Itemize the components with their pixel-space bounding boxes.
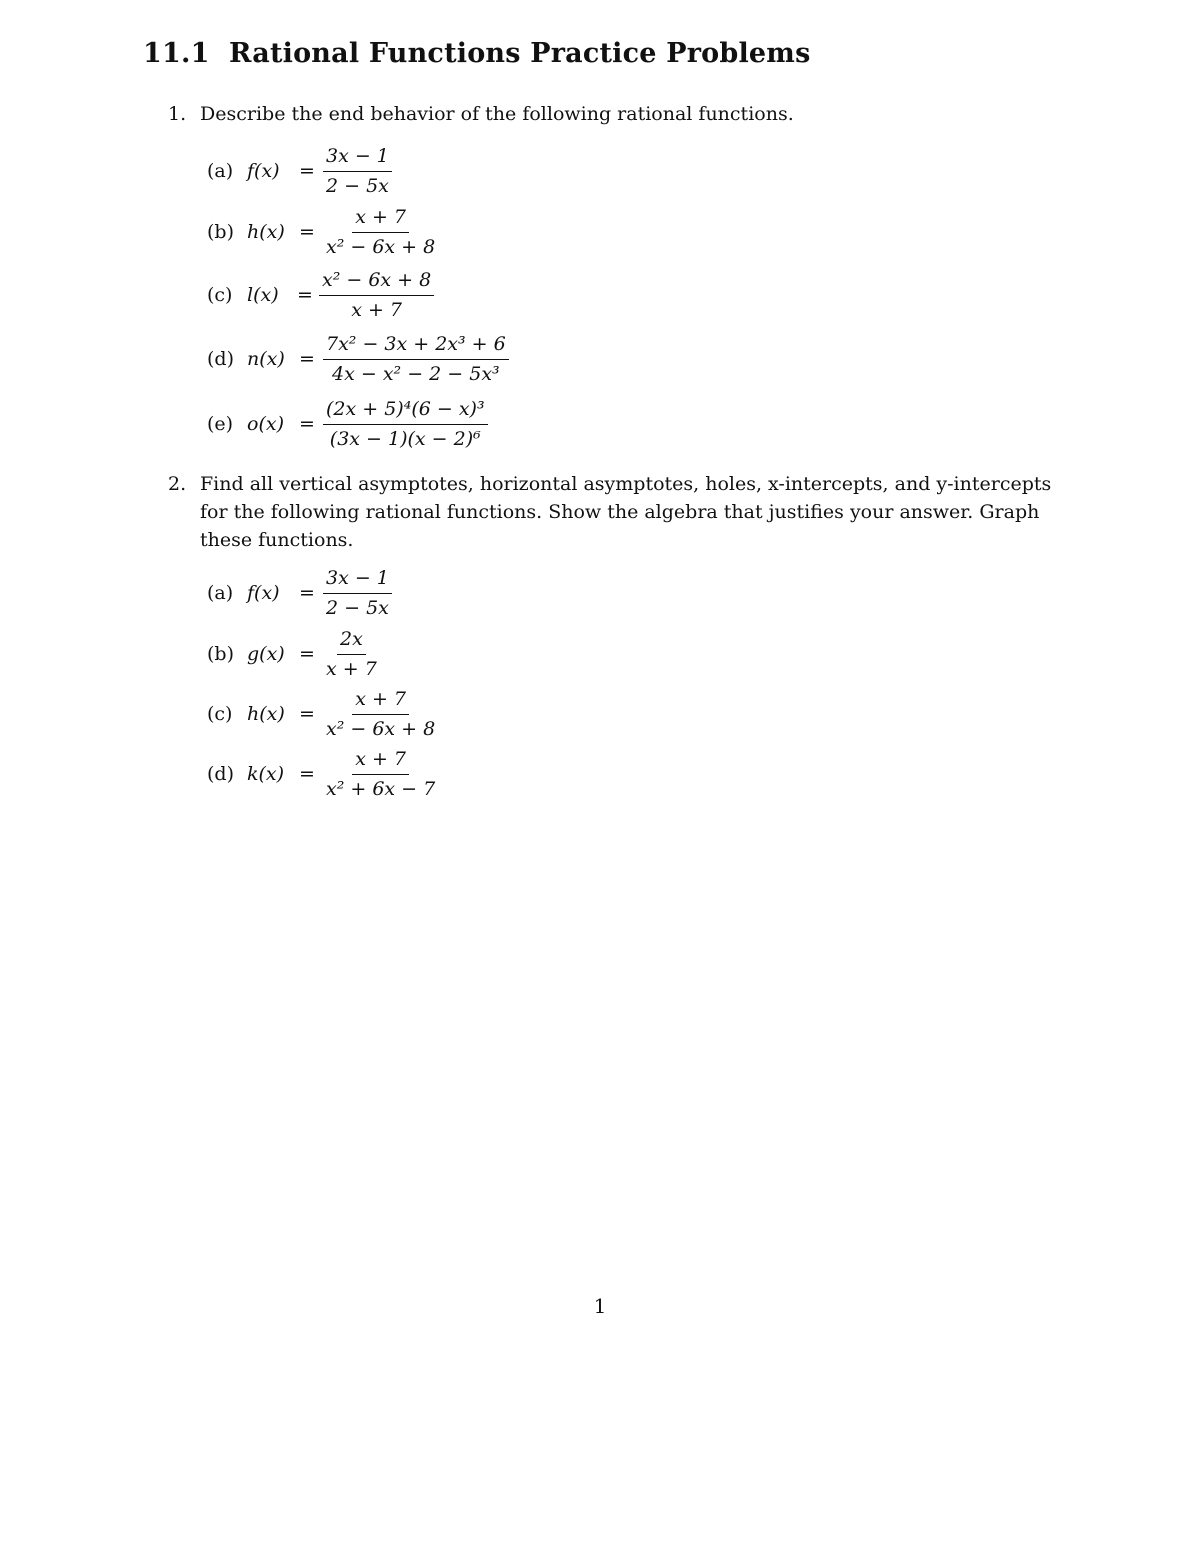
equals-sign: =: [299, 221, 315, 243]
section-title: Rational Functions Practice Problems: [229, 38, 811, 69]
item-label: (d): [207, 763, 234, 785]
equals-sign: =: [297, 284, 313, 306]
problem-2: [168, 470, 1080, 554]
denominator: (3x − 1)(x − 2)⁶: [329, 428, 481, 450]
fraction: [323, 625, 380, 684]
function-name: k(x): [247, 763, 285, 785]
equals-sign: =: [299, 643, 315, 665]
denominator: x² − 6x + 8: [326, 236, 436, 258]
section-number: 11.1: [143, 38, 210, 69]
function-name: n(x): [247, 348, 285, 370]
equals-sign: =: [299, 763, 315, 785]
equals-sign: =: [299, 413, 315, 435]
numerator: 3x − 1: [323, 564, 392, 594]
fraction: [323, 330, 509, 389]
denominator: x + 7: [326, 658, 377, 680]
function-name: h(x): [247, 703, 285, 725]
page-number: 1: [593, 1294, 607, 1318]
denominator: x² − 6x + 8: [326, 718, 436, 740]
problem-number: 1.: [168, 103, 187, 125]
equals-sign: =: [299, 703, 315, 725]
denominator: 2 − 5x: [326, 175, 389, 197]
numerator: x² − 6x + 8: [319, 266, 434, 296]
section-heading: [143, 38, 810, 69]
fraction: [323, 745, 438, 804]
function-name: o(x): [247, 413, 284, 435]
function-name: l(x): [247, 284, 279, 306]
item-label: (a): [207, 582, 234, 604]
fraction: [323, 685, 438, 744]
numerator: x + 7: [352, 745, 409, 775]
function-name: g(x): [247, 643, 285, 665]
function-name: f(x): [247, 582, 280, 604]
equals-sign: =: [299, 582, 315, 604]
equals-sign: =: [299, 348, 315, 370]
numerator: x + 7: [352, 203, 409, 233]
item-label: (c): [207, 703, 233, 725]
item-label: (d): [207, 348, 234, 370]
item-label: (a): [207, 160, 234, 182]
function-name: h(x): [247, 221, 285, 243]
denominator: 4x − x² − 2 − 5x³: [332, 363, 500, 385]
item-label: (e): [207, 413, 234, 435]
problem-number: 2.: [168, 473, 187, 495]
function-name: f(x): [247, 160, 280, 182]
item-label: (b): [207, 643, 234, 665]
problem-text: Describe the end behavior of the following rational functions.: [200, 103, 794, 125]
problem-1: [168, 100, 1080, 128]
item-label: (c): [207, 284, 233, 306]
numerator: (2x + 5)⁴(6 − x)³: [323, 395, 488, 425]
numerator: 7x² − 3x + 2x³ + 6: [323, 330, 509, 360]
fraction: [319, 266, 434, 325]
fraction: [323, 142, 392, 201]
problem-text: Find all vertical asymptotes, horizontal asymptotes, holes, x-intercepts, and y-intercepts for the following rational functions. Show the algebra that justifies your answer. Graph these functions.: [200, 473, 1052, 551]
equals-sign: =: [299, 160, 315, 182]
fraction: [323, 564, 392, 623]
item-label: (b): [207, 221, 234, 243]
fraction: [323, 203, 438, 262]
numerator: 3x − 1: [323, 142, 392, 172]
denominator: 2 − 5x: [326, 597, 389, 619]
numerator: 2x: [337, 625, 366, 655]
denominator: x² + 6x − 7: [326, 778, 436, 800]
numerator: x + 7: [352, 685, 409, 715]
denominator: x + 7: [351, 299, 403, 321]
fraction: [323, 395, 488, 454]
